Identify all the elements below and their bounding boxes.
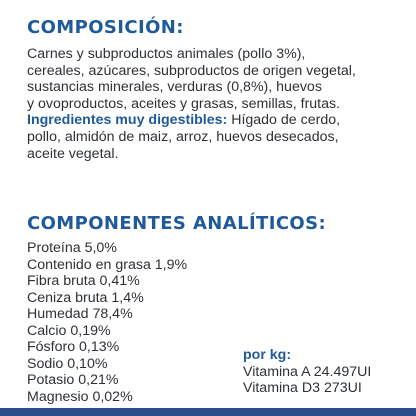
analytic-item: Potasio 0,21% (27, 372, 119, 388)
vitamin-item: Vitamina D3 273UI (243, 380, 362, 396)
analytic-item: Humedad 78,4% (27, 306, 133, 322)
analytic-item: Fósforo 0,13% (27, 339, 120, 355)
digestible-label: Ingredientes muy digestibles: (27, 112, 228, 129)
analytics-list (27, 240, 187, 405)
vitamin-item: Vitamina A 24.497UI (243, 363, 372, 380)
digestible-first-item: Hígado de cerdo, (227, 112, 341, 129)
composition-heading: COMPOSICIÓN: (27, 17, 184, 38)
analytic-item: Calcio 0,19% (27, 322, 111, 339)
analytics-heading: COMPONENTES ANALÍTICOS: (27, 213, 327, 234)
digestible-line: pollo, almidón de maiz, arroz, huevos desecados, (27, 128, 339, 145)
digestible-ingredients-line (27, 112, 412, 129)
composition-text (27, 46, 412, 162)
analytic-item: Fibra bruta 0,41% (27, 273, 140, 289)
digestible-line: aceite vegetal. (27, 145, 119, 162)
analytic-item: Contenido en grasa 1,9% (27, 256, 188, 273)
composition-line: cereales, azúcares, subproductos de origen vegetal, (27, 62, 356, 79)
vitamins-block (243, 347, 371, 397)
composition-line: sustancias minerales, verduras (0,8%), huevos (27, 79, 322, 96)
analytic-item: Magnesio 0,02% (27, 388, 133, 405)
per-kg-label: por kg: (243, 347, 292, 363)
analytic-item: Ceniza bruta 1,4% (27, 289, 144, 306)
composition-line: Carnes y subproductos animales (pollo 3%), (27, 46, 306, 62)
composition-line: y ovoproductos, aceites y grasas, semillas, frutas. (27, 95, 341, 112)
analytic-item: Proteína 5,0% (27, 240, 117, 256)
analytic-item: Sodio 0,10% (27, 355, 108, 372)
bottom-color-bar (0, 408, 416, 416)
